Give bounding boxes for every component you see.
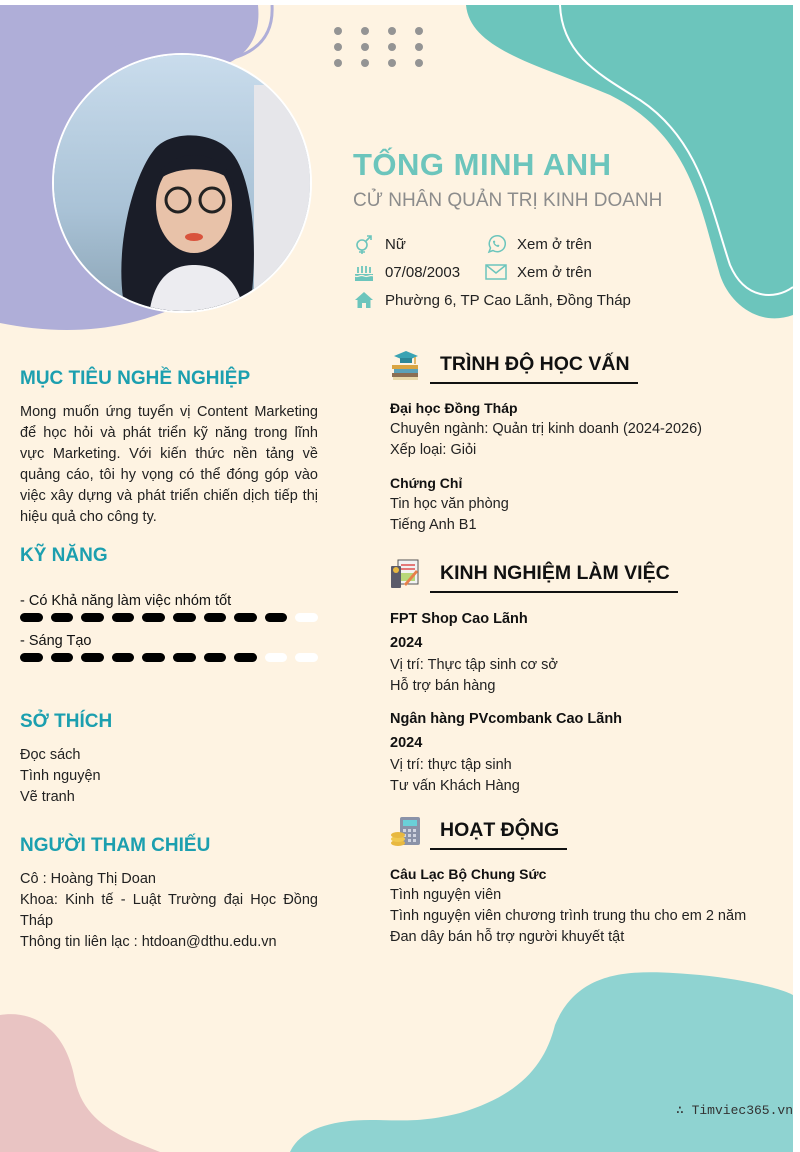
job-year: 2024 [390,735,423,751]
email-value[interactable]: Xem ở trên [517,263,592,281]
education-section [390,349,780,536]
hobbies-heading: SỞ THÍCH [20,711,113,732]
grade: Xếp loại: Giỏi [390,442,477,458]
skill-label: - Sáng Tạo [20,633,92,649]
hobby-item: Tình nguyện [20,768,101,784]
experience-section [390,558,780,797]
gender-value: Nữ [385,235,406,253]
hobby-item: Đọc sách [20,747,81,763]
objective-text: Mong muốn ứng tuyển vị Content Marketing để học hỏi và phát triển kỹ năng trong lĩnh vực Marketing. Với kiến thức nền tảng về quảng cáo, tôi hy vọng có thể đóng góp vào việc xây dựng và phát triển chiến dịch tiếp thị hiệu quả cho công ty. [20,404,318,525]
references-section [20,835,318,953]
cv-page [0,5,793,1152]
home-icon [353,290,375,310]
skill-label: - Có Khả năng làm việc nhóm tốt [20,593,232,609]
calculator-coins-icon [390,815,422,847]
school-name: Đại học Đồng Tháp [390,400,518,416]
profile-photo [52,53,312,313]
rating-dot-filled [81,653,104,662]
rating-dot-filled [20,653,43,662]
candidate-name: TỐNG MINH ANH [353,147,612,182]
address-value: Phường 6, TP Cao Lãnh, Đồng Tháp [385,291,631,309]
candidate-title: CỬ NHÂN QUẢN TRỊ KINH DOANH [353,190,663,211]
phone-value[interactable]: Xem ở trên [517,235,592,253]
job-item [390,707,780,797]
activity-item: Đan dây bán hỗ trợ người khuyết tật [390,929,625,945]
activity-item: Tình nguyện viên chương trình trung thu cho em 2 năm [390,908,747,924]
job-item [390,607,780,697]
info-gender [353,234,406,254]
dots-pattern [334,27,423,67]
hobbies-section [20,711,318,808]
reference-contact[interactable]: Thông tin liên lạc : htdoan@dthu.edu.vn [20,934,277,950]
skills-heading: KỸ NĂNG [20,545,108,566]
job-description: Hỗ trợ bán hàng [390,678,496,694]
skills-section [20,545,318,663]
references-heading: NGƯỜI THAM CHIẾU [20,835,211,856]
objective-heading: MỤC TIÊU NGHỀ NGHIỆP [20,368,251,389]
envelope-icon [485,262,507,282]
work-document-icon [390,558,422,590]
job-company: Ngân hàng PVcombank Cao Lãnh [390,711,623,727]
hobby-item: Vẽ tranh [20,789,75,805]
job-position: Vị trí: Thực tập sinh cơ sở [390,657,558,673]
activity-item: Tình nguyện viên [390,887,502,903]
rating-dot-filled [234,613,257,622]
gender-icon [353,234,375,254]
certificates-heading: Chứng Chỉ [390,475,463,491]
job-year: 2024 [390,635,423,651]
certificate-item: Tin học văn phòng [390,496,509,512]
info-email [485,262,592,282]
rating-dot-filled [142,613,165,622]
graduation-books-icon [390,349,422,381]
skill-rating [20,613,318,623]
experience-heading: KINH NGHIỆM LÀM VIỆC [430,560,678,593]
rating-dot-empty [295,613,318,622]
rating-dot-empty [265,653,288,662]
reference-dept: Khoa: Kinh tế - Luật Trường đại Học Đồng Tháp [20,892,318,929]
info-birthday [353,262,460,282]
rating-dot-filled [204,613,227,622]
job-description: Tư vấn Khách Hàng [390,778,520,794]
rating-dot-filled [234,653,257,662]
rating-dot-filled [204,653,227,662]
major: Chuyên ngành: Quản trị kinh doanh (2024-2026) [390,421,702,437]
certificate-item: Tiếng Anh B1 [390,517,477,533]
rating-dot-filled [20,613,43,622]
rating-dot-filled [112,653,135,662]
rating-dot-filled [112,613,135,622]
activity-org: Câu Lạc Bộ Chung Sức [390,866,547,882]
objective-section [20,368,318,528]
info-address [353,290,631,310]
rating-dot-filled [173,653,196,662]
rating-dot-filled [173,613,196,622]
rating-dot-filled [51,613,74,622]
activities-heading: HOẠT ĐỘNG [430,817,567,850]
skill-item [20,593,318,623]
job-company: FPT Shop Cao Lãnh [390,611,528,627]
skill-rating [20,653,318,663]
rating-dot-filled [142,653,165,662]
birthday-value: 07/08/2003 [385,263,461,281]
job-position: Vị trí: thực tập sinh [390,757,512,773]
reference-name: Cô : Hoàng Thị Doan [20,871,156,887]
rating-dot-filled [81,613,104,622]
whatsapp-icon [485,234,507,254]
rating-dot-filled [265,613,288,622]
skill-item [20,633,318,663]
education-heading: TRÌNH ĐỘ HỌC VẤN [430,351,638,384]
activities-section [390,815,780,948]
rating-dot-empty [295,653,318,662]
watermark: ∴ Timviec365.vn [675,1103,793,1118]
rating-dot-filled [51,653,74,662]
birthday-cake-icon [353,262,375,282]
info-phone [485,234,592,254]
